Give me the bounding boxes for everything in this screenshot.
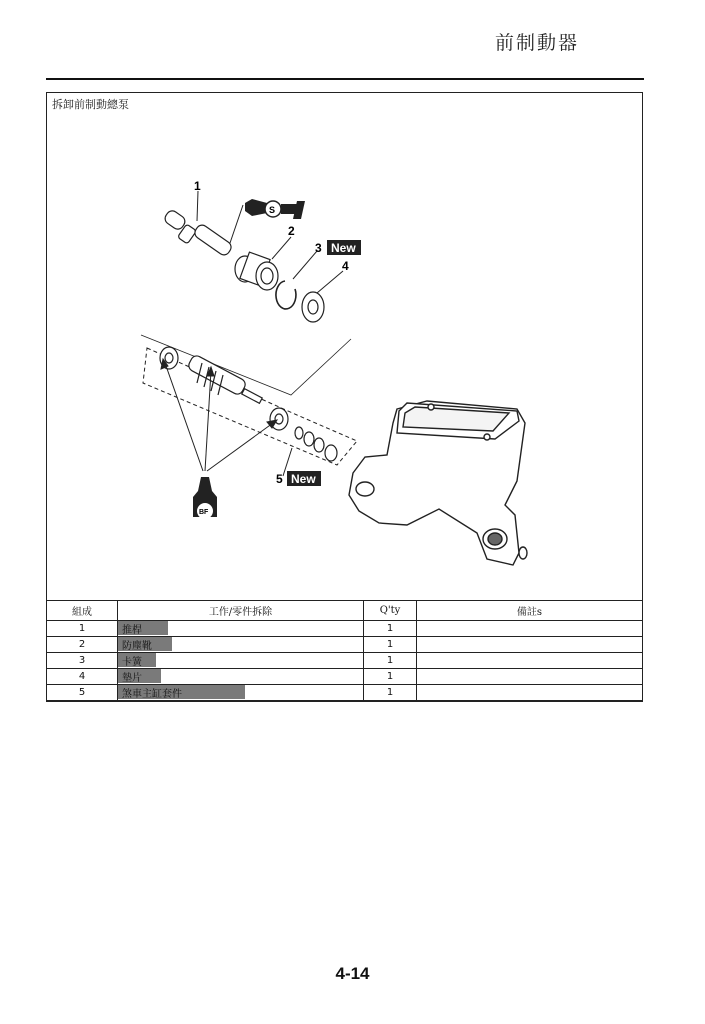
row-order: 2 xyxy=(47,637,118,653)
col-order: 組成 xyxy=(47,601,118,621)
table-header-row xyxy=(47,601,643,621)
exploded-view-diagram xyxy=(47,93,644,600)
section-title: 拆卸前制動總泵 xyxy=(52,98,129,111)
col-remarks: 備註s xyxy=(417,601,643,621)
brake-fluid-bottle-icon xyxy=(193,477,217,519)
row-name-text: 煞車主缸套件 xyxy=(122,689,182,700)
push-rod xyxy=(163,209,234,258)
row-name-text: 推桿 xyxy=(122,625,142,636)
procedure-frame xyxy=(46,92,643,702)
callout-5: 5 xyxy=(276,472,283,486)
col-job: 工作/零件拆除 xyxy=(118,601,364,621)
table-row xyxy=(47,653,643,669)
row-order: 4 xyxy=(47,669,118,685)
master-cylinder-body xyxy=(349,401,527,565)
row-name xyxy=(118,669,364,685)
row-order: 1 xyxy=(47,621,118,637)
row-remarks xyxy=(417,669,643,685)
col-qty: Q'ty xyxy=(364,601,417,621)
row-qty: 1 xyxy=(364,685,417,701)
row-name-text: 卡簧 xyxy=(122,657,142,668)
s-mark: S xyxy=(269,205,276,215)
row-name xyxy=(118,653,364,669)
kit-parts xyxy=(160,347,337,461)
callout-2: 2 xyxy=(288,224,295,238)
row-qty: 1 xyxy=(364,653,417,669)
parts-table xyxy=(46,600,643,701)
table-row xyxy=(47,637,643,653)
washer xyxy=(302,292,324,322)
row-remarks xyxy=(417,685,643,701)
table-row xyxy=(47,685,643,701)
row-name-text: 防塵靴 xyxy=(122,641,152,652)
row-remarks xyxy=(417,621,643,637)
row-name xyxy=(118,637,364,653)
page-number: 4-14 xyxy=(335,964,370,983)
row-qty: 1 xyxy=(364,637,417,653)
table-row xyxy=(47,669,643,685)
circlip xyxy=(276,281,296,309)
row-remarks xyxy=(417,637,643,653)
row-name-text: 墊片 xyxy=(122,673,142,684)
callout-1: 1 xyxy=(194,179,201,193)
new-label-3: New xyxy=(331,241,356,255)
dust-boot xyxy=(235,252,278,290)
new-label-5: New xyxy=(291,472,316,486)
row-order: 3 xyxy=(47,653,118,669)
row-qty: 1 xyxy=(364,669,417,685)
row-order: 5 xyxy=(47,685,118,701)
callout-4: 4 xyxy=(342,259,349,273)
table-row xyxy=(47,621,643,637)
header-rule xyxy=(46,78,644,80)
row-qty: 1 xyxy=(364,621,417,637)
callout-3: 3 xyxy=(315,241,322,255)
bf-mark: BF xyxy=(199,509,209,516)
row-name xyxy=(118,621,364,637)
chapter-title: 前制動器 xyxy=(494,32,579,54)
row-name xyxy=(118,685,364,701)
row-remarks xyxy=(417,653,643,669)
